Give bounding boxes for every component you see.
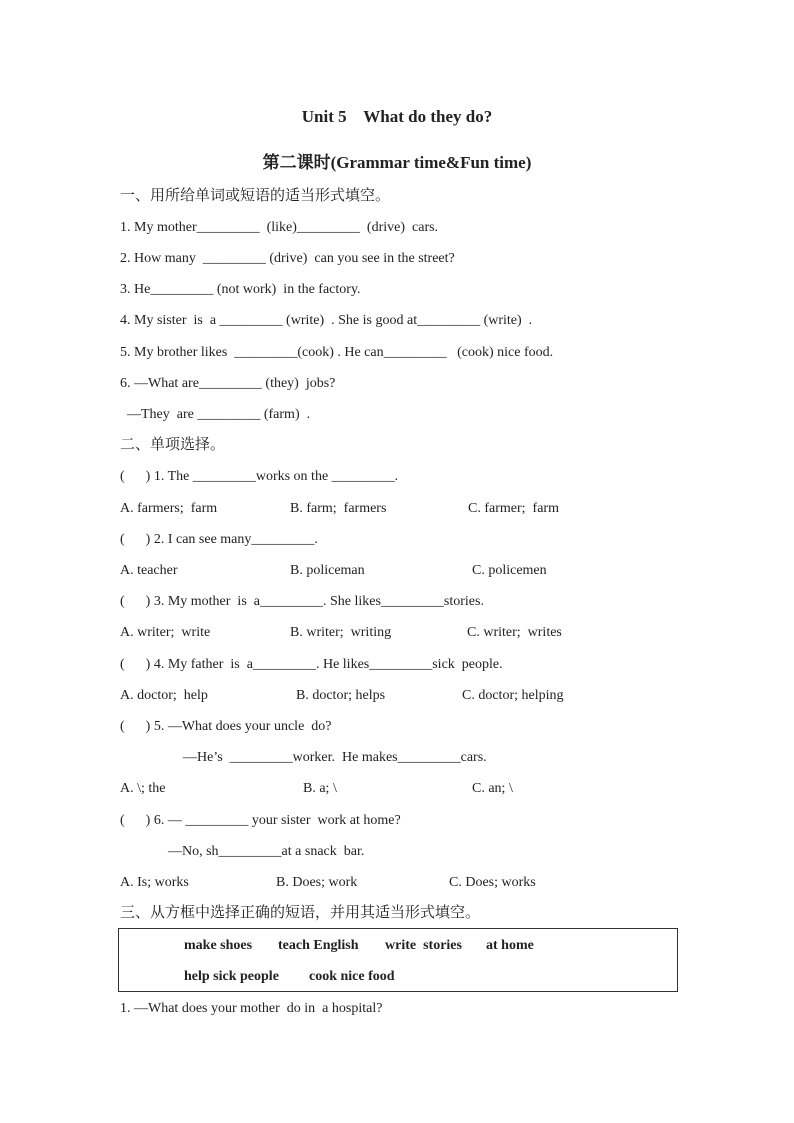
q5-stem: ( ) 5. —What does your uncle do? [120,719,332,734]
section2-heading: 二、单项选择。 [120,435,226,453]
s1-item-3: 3. He_________ (not work) in the factory. [120,282,361,297]
q4-option-b: B. doctor; helps [296,688,386,703]
q5-option-c: C. an; \ [472,781,513,796]
phrase-cook-nice-food: cook nice food [309,969,395,984]
q3-stem: ( ) 3. My mother is a_________. She likes_________stories. [120,594,484,609]
phrase-teach-english: teach English [278,938,359,953]
q3-option-a: A. writer; write [120,625,211,640]
phrase-at-home: at home [486,938,534,953]
q6-continuation: —No, sh_________at a snack bar. [168,844,365,859]
q5-option-a: A. \; the [120,781,166,796]
q6-option-b: B. Does; work [276,875,358,890]
q6-option-a: A. Is; works [120,875,189,890]
q3-option-b: B. writer; writing [290,625,392,640]
section1-heading: 一、用所给单词或短语的适当形式填空。 [120,186,391,204]
q2-stem: ( ) 2. I can see many_________. [120,532,318,547]
s1-item-1: 1. My mother_________ (like)_________ (drive) cars. [120,220,439,235]
subtitle: 第二课时(Grammar time&Fun time) [262,153,532,172]
q2-option-c: C. policemen [472,563,547,578]
q1-option-b: B. farm; farmers [290,501,387,516]
q5-option-b: B. a; \ [303,781,337,796]
q1-stem: ( ) 1. The _________works on the _________. [120,469,399,484]
q1-option-a: A. farmers; farm [120,501,218,516]
s1-item-4: 4. My sister is a _________ (write) . She is good at_________ (write) . [120,313,533,328]
s1-item-2: 2. How many _________ (drive) can you see in the street? [120,251,455,266]
phrase-write-stories: write stories [385,938,462,953]
section3-heading: 三、从方框中选择正确的短语，并用其适当形式填空。 [120,903,481,921]
phrase-make-shoes: make shoes [184,938,253,953]
q2-option-b: B. policeman [290,563,365,578]
phrase-help-sick-people: help sick people [184,969,279,984]
q1-option-c: C. farmer; farm [468,501,559,516]
title: Unit 5 What do they do? [301,107,493,126]
q5-continuation: —He’s _________worker. He makes_________cars. [183,750,487,765]
s1-item-5: 5. My brother likes _________(cook) . He can_________ (cook) nice food. [120,345,554,360]
q6-option-c: C. Does; works [449,875,536,890]
q3-option-c: C. writer; writes [467,625,562,640]
q6-stem: ( ) 6. — _________ your sister work at home? [120,813,401,828]
s1-item-6: 6. —What are_________ (they) jobs? [120,376,336,391]
q4-option-c: C. doctor; helping [462,688,564,703]
q4-stem: ( ) 4. My father is a_________. He likes_________sick people. [120,657,503,672]
q4-option-a: A. doctor; help [120,688,208,703]
s1-item-6-answer: —They are _________ (farm) . [120,407,311,422]
q2-option-a: A. teacher [120,563,178,578]
s3-item-1: 1. —What does your mother do in a hospital? [120,1001,383,1016]
